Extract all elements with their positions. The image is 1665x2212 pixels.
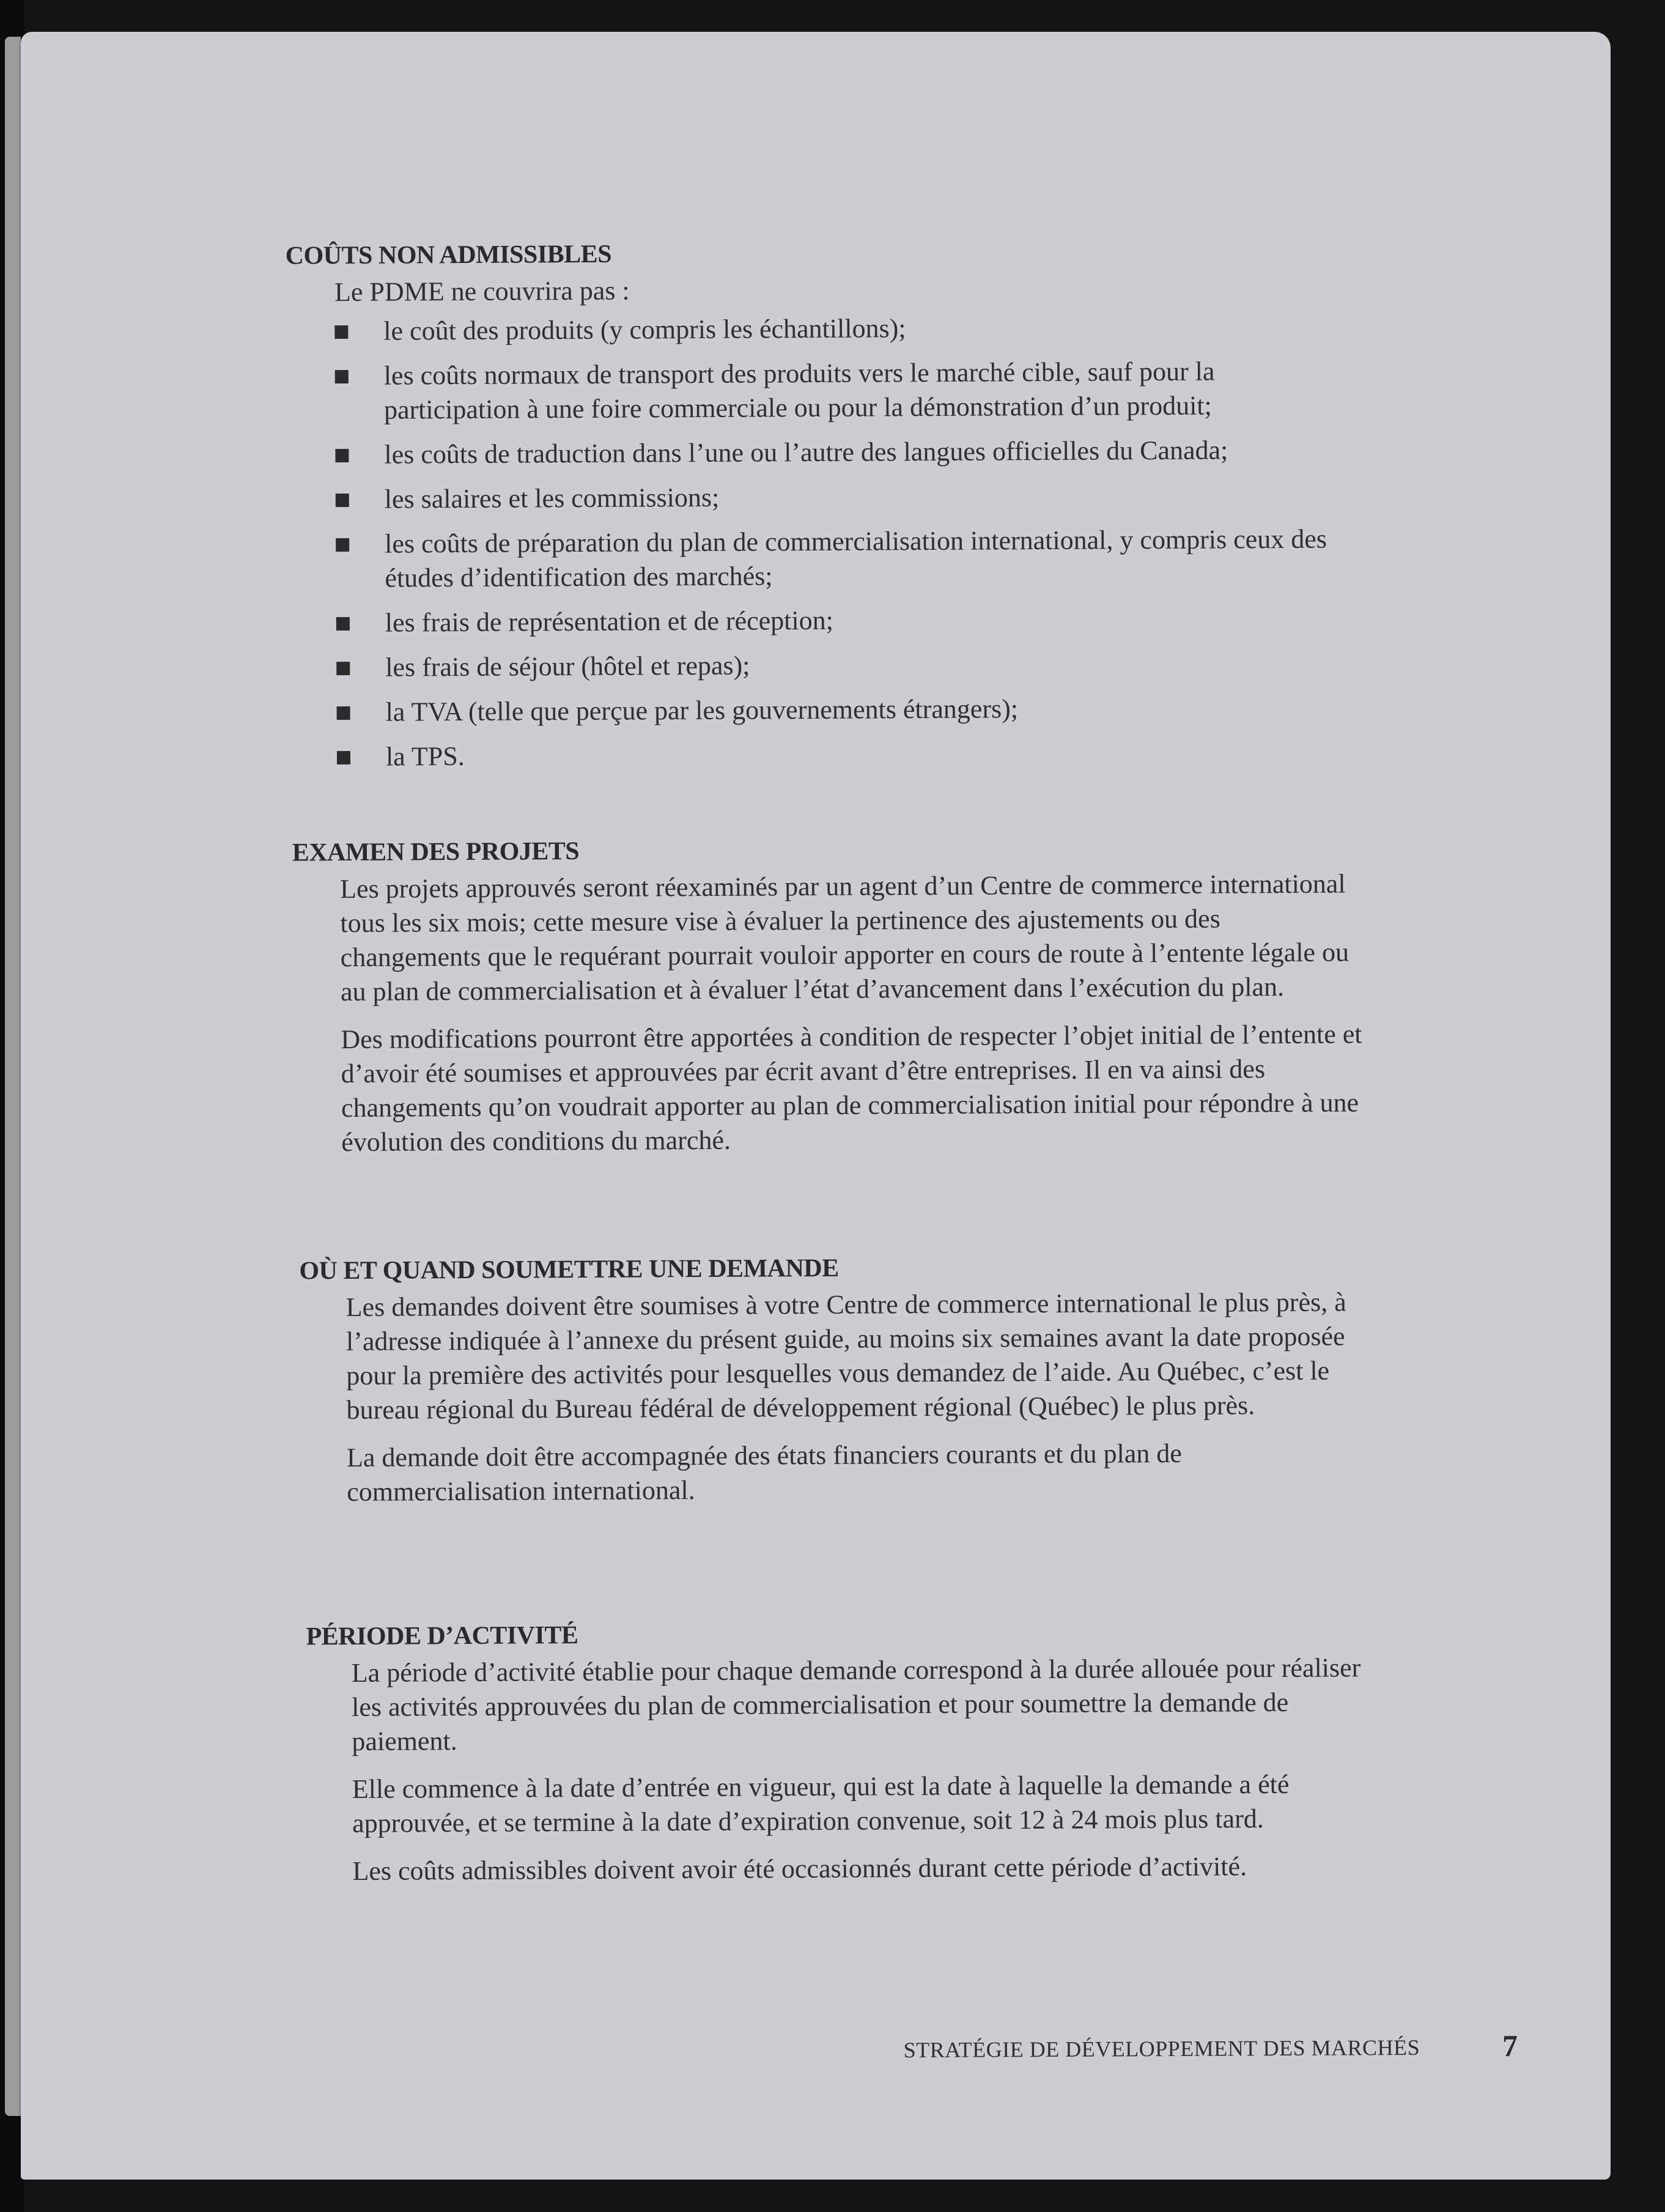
section-ou-et-quand-soumettre [21, 1246, 1611, 1511]
paragraph: Les projets approuvés seront réexaminés par un agent d’un Centre de commerce international tous les six mois; cette mesure vise à évaluer la pertinence des ajustements ou des changements que le requérant pourrait vouloir apporter en cours de route à l’entente légale ou au plan de commercialisation et à évaluer l’état d’avancement dans l’exécution du plan. [340, 868, 1349, 1007]
bullet-text: le coût des produits (y compris les échantillons); [383, 313, 906, 346]
paragraph: La demande doit être accompagnée des états financiers courants et du plan de commercialisation international. [346, 1438, 1182, 1507]
bullet-text: les frais de séjour (hôtel et repas); [385, 650, 750, 682]
section-periode-d-activite [23, 1611, 1611, 1890]
page-number: 7 [1502, 2029, 1518, 2063]
bullet-text: la TVA (telle que perçue par les gouvernements étrangers); [385, 694, 1019, 727]
bullet-item [336, 522, 1351, 596]
bullet-item [336, 645, 1351, 685]
square-bullet-icon [335, 449, 349, 462]
bullet-item [337, 734, 1352, 774]
bullet-text: la TPS. [385, 741, 465, 772]
section-body [352, 1651, 1370, 1888]
page-content [21, 32, 1611, 2180]
section-heading: EXAMEN DES PROJETS [292, 837, 580, 867]
bullet-item [334, 309, 1349, 349]
square-bullet-icon [337, 751, 350, 764]
section-couts-non-admissibles [21, 231, 1609, 786]
paragraph: Elle commence à la date d’entrée en vigueur, qui est la date à laquelle la demande a été approuvée, et se termine à la date d’expiration convenue, soit 12 à 24 mois plus tard. [352, 1769, 1290, 1838]
bullet-list [334, 309, 1352, 774]
paragraph: Les coûts admissibles doivent avoir été occasionnés durant cette période d’activité. [352, 1851, 1247, 1886]
square-bullet-icon [334, 325, 348, 339]
bullet-item [336, 477, 1351, 517]
section-examen-des-projets [21, 827, 1611, 1161]
square-bullet-icon [336, 494, 349, 507]
section-heading: OÙ ET QUAND SOUMETTRE UNE DEMANDE [299, 1254, 839, 1285]
paragraph: Des modifications pourront être apportées à condition de respecter l’objet initial de l’entente et d’avoir été soumises et approuvées par écrit avant d’être entreprises. Il en va ainsi des changements qu’on voudrait apporter au plan de commercialisation initial pour répondre à une évolution des conditions du marché. [341, 1019, 1362, 1158]
page-footer [698, 2028, 1518, 2075]
bullet-item [336, 601, 1351, 640]
paragraph: Les demandes doivent être soumises à votre Centre de commerce international le plus près, à l’adresse indiquée à l’annexe du présent guide, au moins six semaines avant la date proposée pour la première des activités pour lesquelles vous demandez de l’aide. Au Québec, c’est le bureau régional du Bureau fédéral de développement régional (Québec) le plus près. [345, 1287, 1346, 1426]
previous-page-edge [5, 37, 21, 2116]
section-body [340, 867, 1363, 1160]
bullet-text: les coûts normaux de transport des produits vers le marché cible, sauf pour la participation à une foire commerciale ou pour la démonstration d’un produit; [383, 356, 1215, 425]
bullet-item [336, 690, 1351, 730]
square-bullet-icon [336, 662, 350, 675]
section-heading: COÛTS NON ADMISSIBLES [285, 240, 612, 270]
square-bullet-icon [336, 538, 349, 552]
square-bullet-icon [336, 617, 350, 631]
section-heading: PÉRIODE D’ACTIVITÉ [306, 1621, 578, 1651]
bullet-text: les coûts de traduction dans l’une ou l’autre des langues officielles du Canada; [384, 435, 1228, 470]
bullet-text: les salaires et les commissions; [384, 482, 720, 514]
section-intro: Le PDME ne couvrira pas : [334, 275, 630, 308]
section-body [346, 1285, 1365, 1509]
footer-title: STRATÉGIE DE DÉVELOPPEMENT DES MARCHÉS [903, 2035, 1420, 2063]
bullet-text: les frais de représentation et de réception; [385, 605, 833, 638]
bullet-item [335, 432, 1350, 472]
square-bullet-icon [337, 706, 350, 720]
paragraph: La période d’activité établie pour chaque demande correspond à la durée allouée pour réaliser les activités approuvées du plan de commercialisation et pour soumettre la demande de paiement. [351, 1652, 1361, 1756]
document-page [21, 32, 1611, 2180]
bullet-text: les coûts de préparation du plan de commercialisation international, y compris ceux des études d’identification des marchés; [385, 523, 1327, 593]
square-bullet-icon [335, 370, 349, 383]
bullet-item [335, 353, 1351, 427]
